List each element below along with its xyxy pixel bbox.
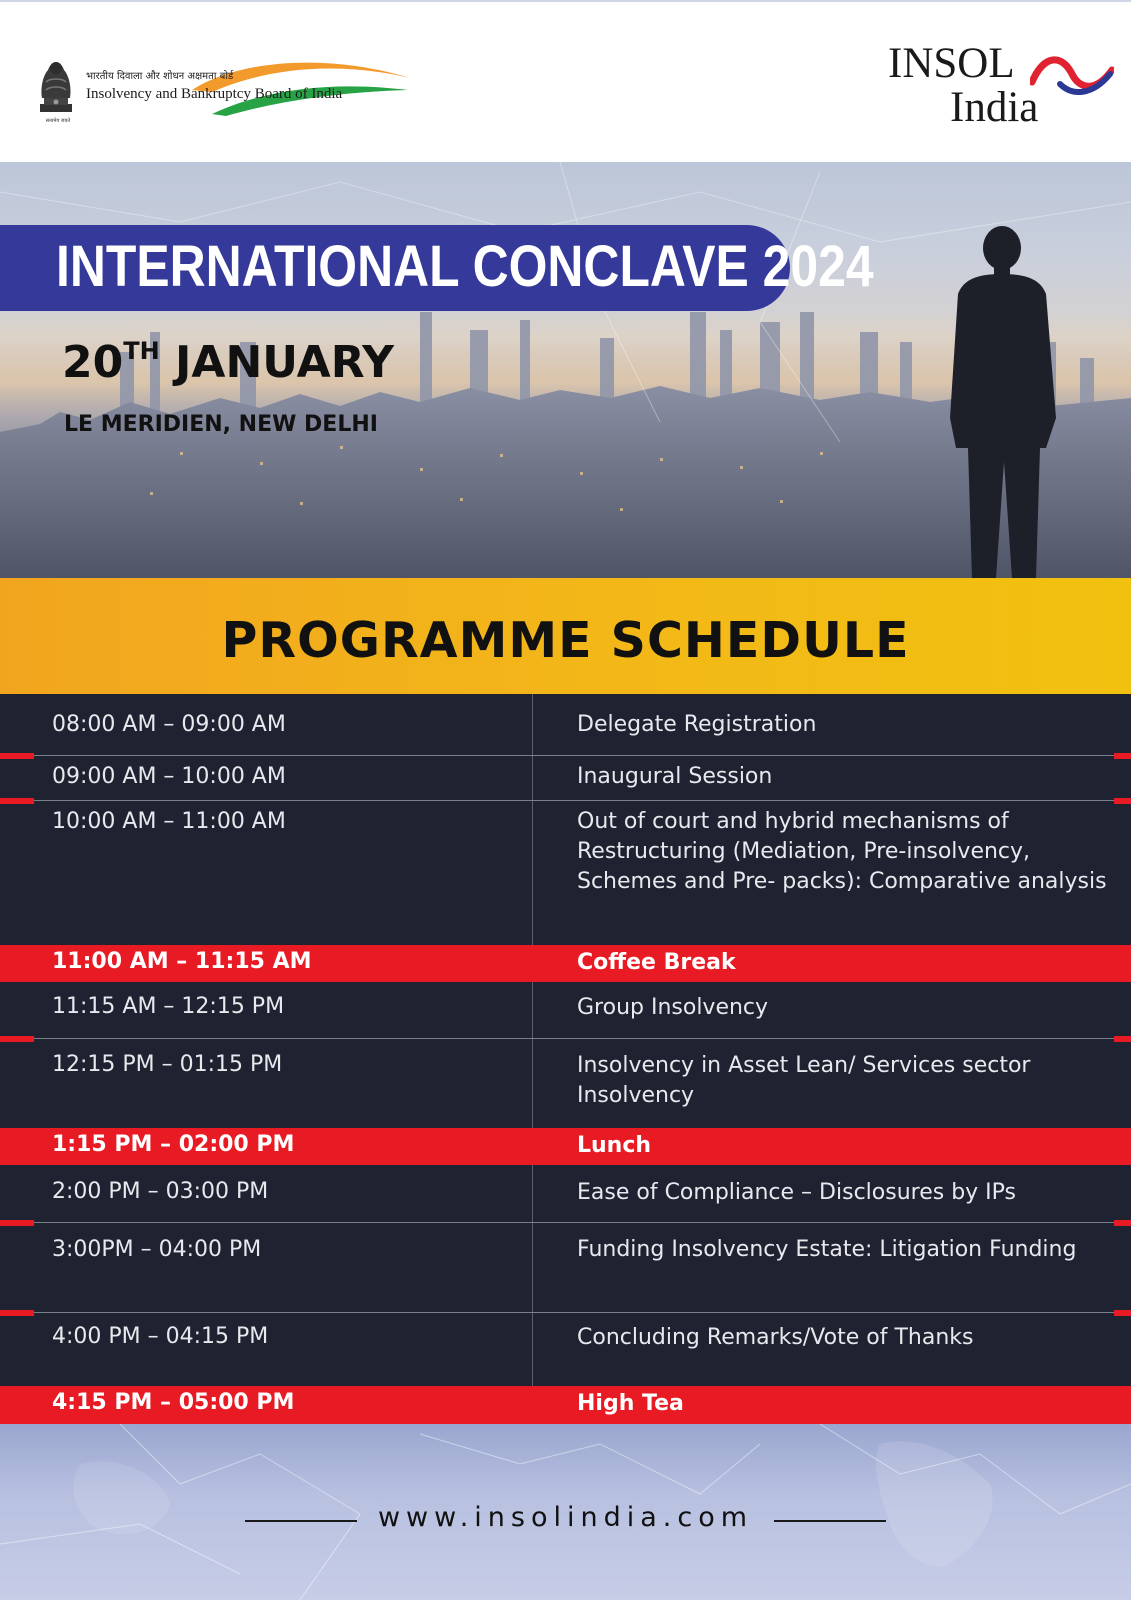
row-time: 1:15 PM – 02:00 PM xyxy=(52,1132,295,1157)
row-time: 09:00 AM – 10:00 AM xyxy=(52,764,286,789)
ibbi-english-name: Insolvency and Bankruptcy Board of India xyxy=(86,86,343,102)
schedule-row xyxy=(0,756,1131,801)
row-session: Group Insolvency xyxy=(577,995,769,1020)
insol-wave-icon xyxy=(1030,52,1114,96)
row-edge-marker xyxy=(0,798,34,804)
schedule-row xyxy=(0,1039,1131,1128)
schedule-heading: PROGRAMME SCHEDULE xyxy=(221,612,910,669)
date-month: JANUARY xyxy=(175,337,395,388)
schedule-row-break xyxy=(0,1128,1131,1165)
schedule-row-break xyxy=(0,1386,1131,1424)
conclave-title-band xyxy=(0,225,874,311)
schedule-table xyxy=(0,694,1131,1424)
row-edge-marker xyxy=(1114,753,1131,759)
event-venue: LE MERIDIEN, NEW DELHI xyxy=(64,412,378,437)
row-time: 4:15 PM – 05:00 PM xyxy=(52,1390,295,1415)
row-time: 10:00 AM – 11:00 AM xyxy=(52,809,286,834)
conclave-title: INTERNATIONAL CONCLAVE 2024 xyxy=(56,234,874,299)
schedule-heading-banner xyxy=(0,578,1131,694)
row-edge-marker xyxy=(1114,798,1131,804)
row-session: Coffee Break xyxy=(577,950,736,975)
header xyxy=(0,0,1131,162)
row-session: Concluding Remarks/Vote of Thanks xyxy=(577,1325,974,1350)
row-time: 4:00 PM – 04:15 PM xyxy=(52,1324,269,1349)
row-time: 3:00PM – 04:00 PM xyxy=(52,1237,262,1262)
insol-india-logo xyxy=(888,42,1114,132)
row-session: Ease of Compliance – Disclosures by IPs xyxy=(577,1180,1017,1205)
insol-logo-text: INSOL xyxy=(888,40,1015,87)
row-edge-marker xyxy=(1114,1220,1131,1226)
row-time: 11:00 AM – 11:15 AM xyxy=(52,949,312,974)
footer xyxy=(0,1424,1131,1600)
row-session: Delegate Registration xyxy=(577,712,817,737)
row-session: Insolvency in Asset Lean/ Services sector Insolvency xyxy=(577,1053,1031,1108)
row-time: 08:00 AM – 09:00 AM xyxy=(52,712,286,737)
schedule-row xyxy=(0,694,1131,756)
row-edge-marker xyxy=(0,753,34,759)
emblem-motto: सत्यमेव जयते xyxy=(45,118,71,124)
date-day: 20 xyxy=(62,337,124,388)
schedule-row-break xyxy=(0,945,1131,982)
ashoka-emblem-icon xyxy=(34,52,78,124)
row-session: Out of court and hybrid mechanisms of Restructuring (Mediation, Pre-insolvency, Schemes and Pre- packs): Comparative analysis xyxy=(577,809,1107,894)
row-time: 11:15 AM – 12:15 PM xyxy=(52,994,285,1019)
row-session: High Tea xyxy=(577,1391,684,1416)
row-session: Inaugural Session xyxy=(577,764,773,789)
ibbi-hindi-name: भारतीय दिवाला और शोधन अक्षमता बोर्ड xyxy=(86,71,234,82)
row-time: 12:15 PM – 01:15 PM xyxy=(52,1052,283,1077)
row-edge-marker xyxy=(0,1310,34,1316)
schedule-row xyxy=(0,1165,1131,1223)
hero-banner xyxy=(0,162,1131,578)
india-logo-text: India xyxy=(950,84,1039,131)
row-edge-marker xyxy=(1114,1310,1131,1316)
schedule-row xyxy=(0,801,1131,945)
ibbi-logo xyxy=(34,48,414,128)
row-edge-marker xyxy=(1114,1036,1131,1042)
row-session: Lunch xyxy=(577,1133,652,1158)
date-suffix: TH xyxy=(123,337,160,365)
row-time: 2:00 PM – 03:00 PM xyxy=(52,1179,269,1204)
schedule-row xyxy=(0,982,1131,1039)
schedule-row xyxy=(0,1223,1131,1313)
row-edge-marker xyxy=(0,1036,34,1042)
row-session: Funding Insolvency Estate: Litigation Funding xyxy=(577,1237,1077,1262)
website-link[interactable]: www.insolindia.com xyxy=(377,1502,754,1533)
schedule-row xyxy=(0,1313,1131,1378)
event-date xyxy=(62,337,394,388)
row-edge-marker xyxy=(0,1220,34,1226)
